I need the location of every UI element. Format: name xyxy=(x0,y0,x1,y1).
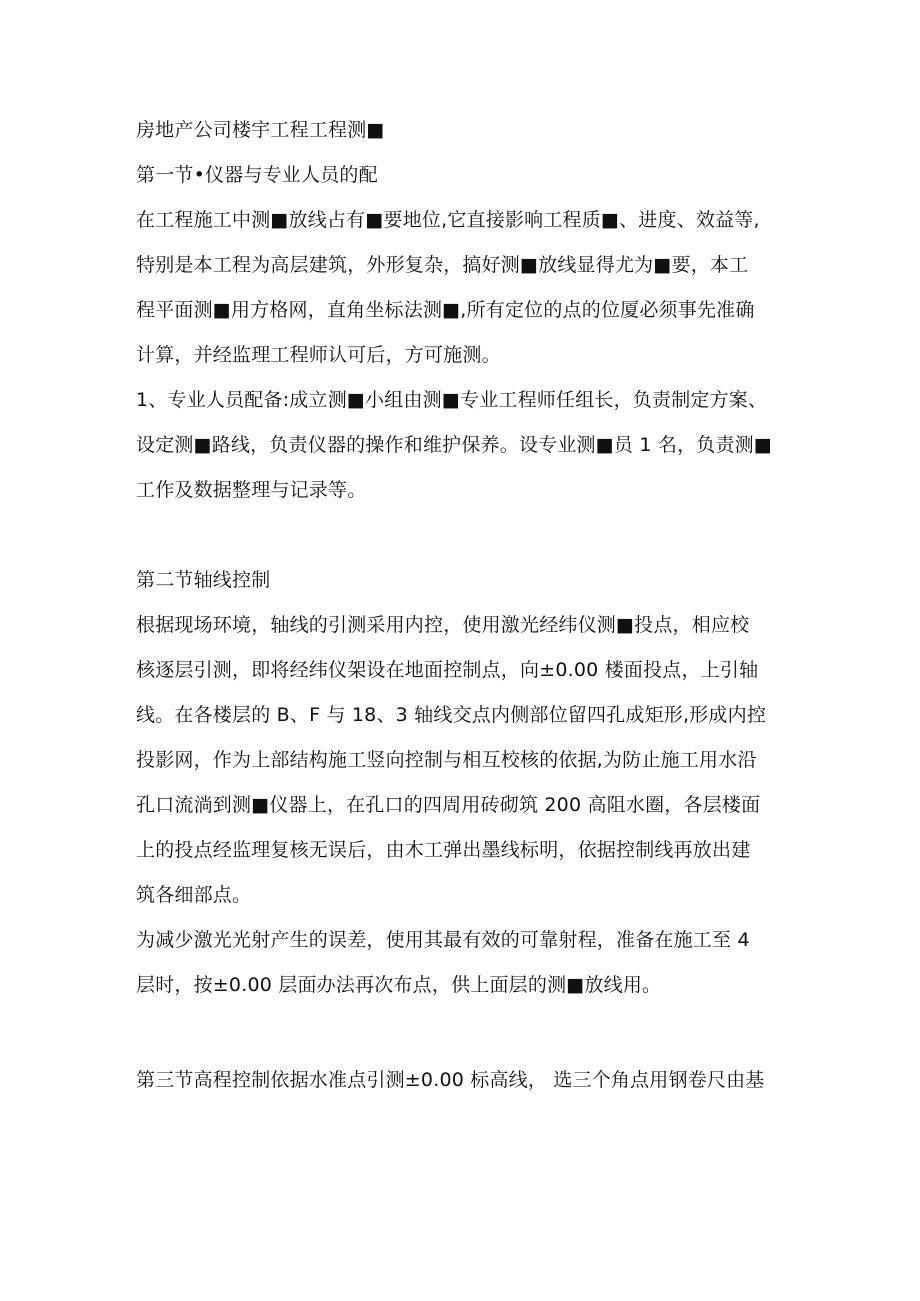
paragraph-line: 特别是本工程为高层建筑，外形复杂，搞好测■放线显得尤为■要，本工 xyxy=(136,254,749,276)
paragraph-line: 设定测■路线，负责仪器的操作和维护保养。设专业测■员 1 名，负责测■ xyxy=(136,434,773,456)
paragraph-line: 计算，并经监理工程师认可后，方可施测。 xyxy=(136,344,501,366)
paragraph-line: 核逐层引测，即将经纬仪架设在地面控制点，向±0.00 楼面投点，上引轴 xyxy=(136,659,759,681)
paragraph-line: 程平面测■用方格网，直角坐标法测■,所有定位的点的位厦必须事先准确 xyxy=(136,299,755,321)
paragraph-line: 孔口流淌到测■仪器上，在孔口的四周用砖砌筑 200 高阻水圈，各层楼面 xyxy=(136,794,761,816)
section2-heading: 第二节轴线控制 xyxy=(136,569,271,591)
paragraph-line: 为减少激光光射产生的误差，使用其最有效的可靠射程，准备在施工至 4 xyxy=(136,929,750,951)
blank-line xyxy=(136,1008,788,1058)
document-title: 房地产公司楼宇工程工程测■ xyxy=(136,119,385,141)
section1-heading: 第一节•仪器与专业人员的配 xyxy=(136,164,378,186)
paragraph-line: 筑各细部点。 xyxy=(136,884,252,906)
document-body xyxy=(136,108,788,1103)
paragraph-line: 根据现场环境，轴线的引测采用内控，使用激光经纬仪测■投点，相应校 xyxy=(136,614,750,636)
blank-line xyxy=(136,513,788,558)
paragraph-line: 投影网，作为上部结构施工竖向控制与相互校核的依据,为防止施工用水沿 xyxy=(136,749,757,771)
paragraph-line: 1、专业人员配备:成立测■小组由测■专业工程师任组长，负责制定方案、 xyxy=(136,389,768,411)
paragraph-line: 层时，按±0.00 层面办法再次布点，供上面层的测■放线用。 xyxy=(136,974,662,996)
paragraph-line: 在工程施工中测■放线占有■要地位,它直接影响工程质■、进度、效益等, xyxy=(136,209,760,231)
section3-heading-line: 第三节高程控制依据水准点引测±0.00 标高线， 选三个角点用钢卷尺由基 xyxy=(136,1069,765,1091)
paragraph-line: 线。在各楼层的 B、F 与 18、3 轴线交点内侧部位留四孔成矩形,形成内控 xyxy=(136,704,767,726)
paragraph-line: 工作及数据整理与记录等。 xyxy=(136,479,367,501)
paragraph-line: 上的投点经监理复核无误后，由木工弹出墨线标明，依据控制线再放出建 xyxy=(136,839,751,861)
